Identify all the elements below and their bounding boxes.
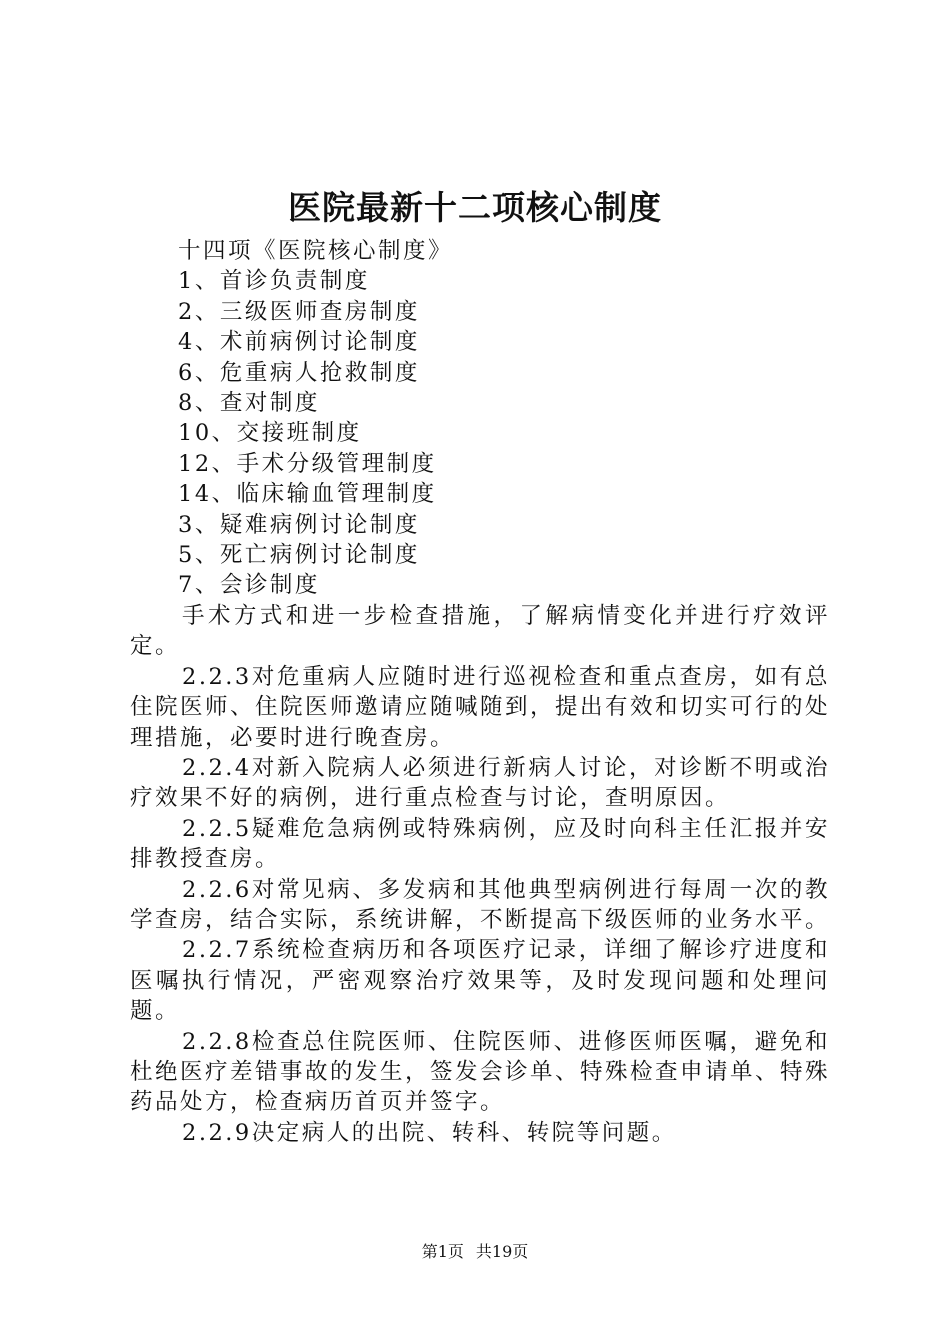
list-item: 6、危重病人抢救制度 <box>178 359 420 386</box>
intro-line: 十四项《医院核心制度》 <box>178 238 454 264</box>
paragraph: 2.2.5疑难危急病例或特殊病例，应及时向科主任汇报并安排教授查房。 <box>130 815 830 873</box>
list-item: 14、临床输血管理制度 <box>178 481 437 508</box>
list-item: 7、会诊制度 <box>178 572 320 599</box>
list-item: 1、首诊负责制度 <box>178 268 370 295</box>
paragraph: 2.2.8检查总住院医师、住院医师、进修医师医嘱，避免和杜绝医疗差错事故的发生，签发会诊单、特殊检查申请单、特殊药品处方，检查病历首页并签字。 <box>130 1028 831 1116</box>
paragraph: 2.2.3对危重病人应随时进行巡视检查和重点查房，如有总住院医师、住院医师邀请应随喊随到，提出有效和切实可行的处理措施，必要时进行晚查房。 <box>130 663 831 751</box>
paragraph: 手术方式和进一步检查措施，了解病情变化并进行疗效评定。 <box>130 602 830 660</box>
paragraph: 2.2.9决定病人的出院、转科、转院等问题。 <box>182 1119 677 1146</box>
list-item: 2、三级医师查房制度 <box>178 298 420 325</box>
list-item: 4、术前病例讨论制度 <box>178 329 420 356</box>
list-item: 3、疑难病例讨论制度 <box>178 511 420 538</box>
list-item: 8、查对制度 <box>178 390 320 417</box>
page-total: 共19页 <box>475 1242 529 1261</box>
page-footer <box>0 1240 950 1264</box>
document-title: 医院最新十二项核心制度 <box>288 188 662 227</box>
document-body <box>130 236 830 1148</box>
list-item: 12、手术分级管理制度 <box>178 450 437 477</box>
list-item: 10、交接班制度 <box>178 420 362 447</box>
list-item: 5、死亡病例讨论制度 <box>178 542 420 569</box>
paragraph: 2.2.7系统检查病历和各项医疗记录，详细了解诊疗进度和医嘱执行情况，严密观察治疗效果等，及时发现问题和处理问题。 <box>130 937 830 1025</box>
paragraph: 2.2.4对新入院病人必须进行新病人讨论，对诊断不明或治疗效果不好的病例，进行重点检查与讨论，查明原因。 <box>130 754 830 812</box>
page-number: 第1页 <box>421 1242 464 1261</box>
paragraph: 2.2.6对常见病、多发病和其他典型病例进行每周一次的教学查房，结合实际，系统讲解，不断提高下级医师的业务水平。 <box>130 876 831 933</box>
